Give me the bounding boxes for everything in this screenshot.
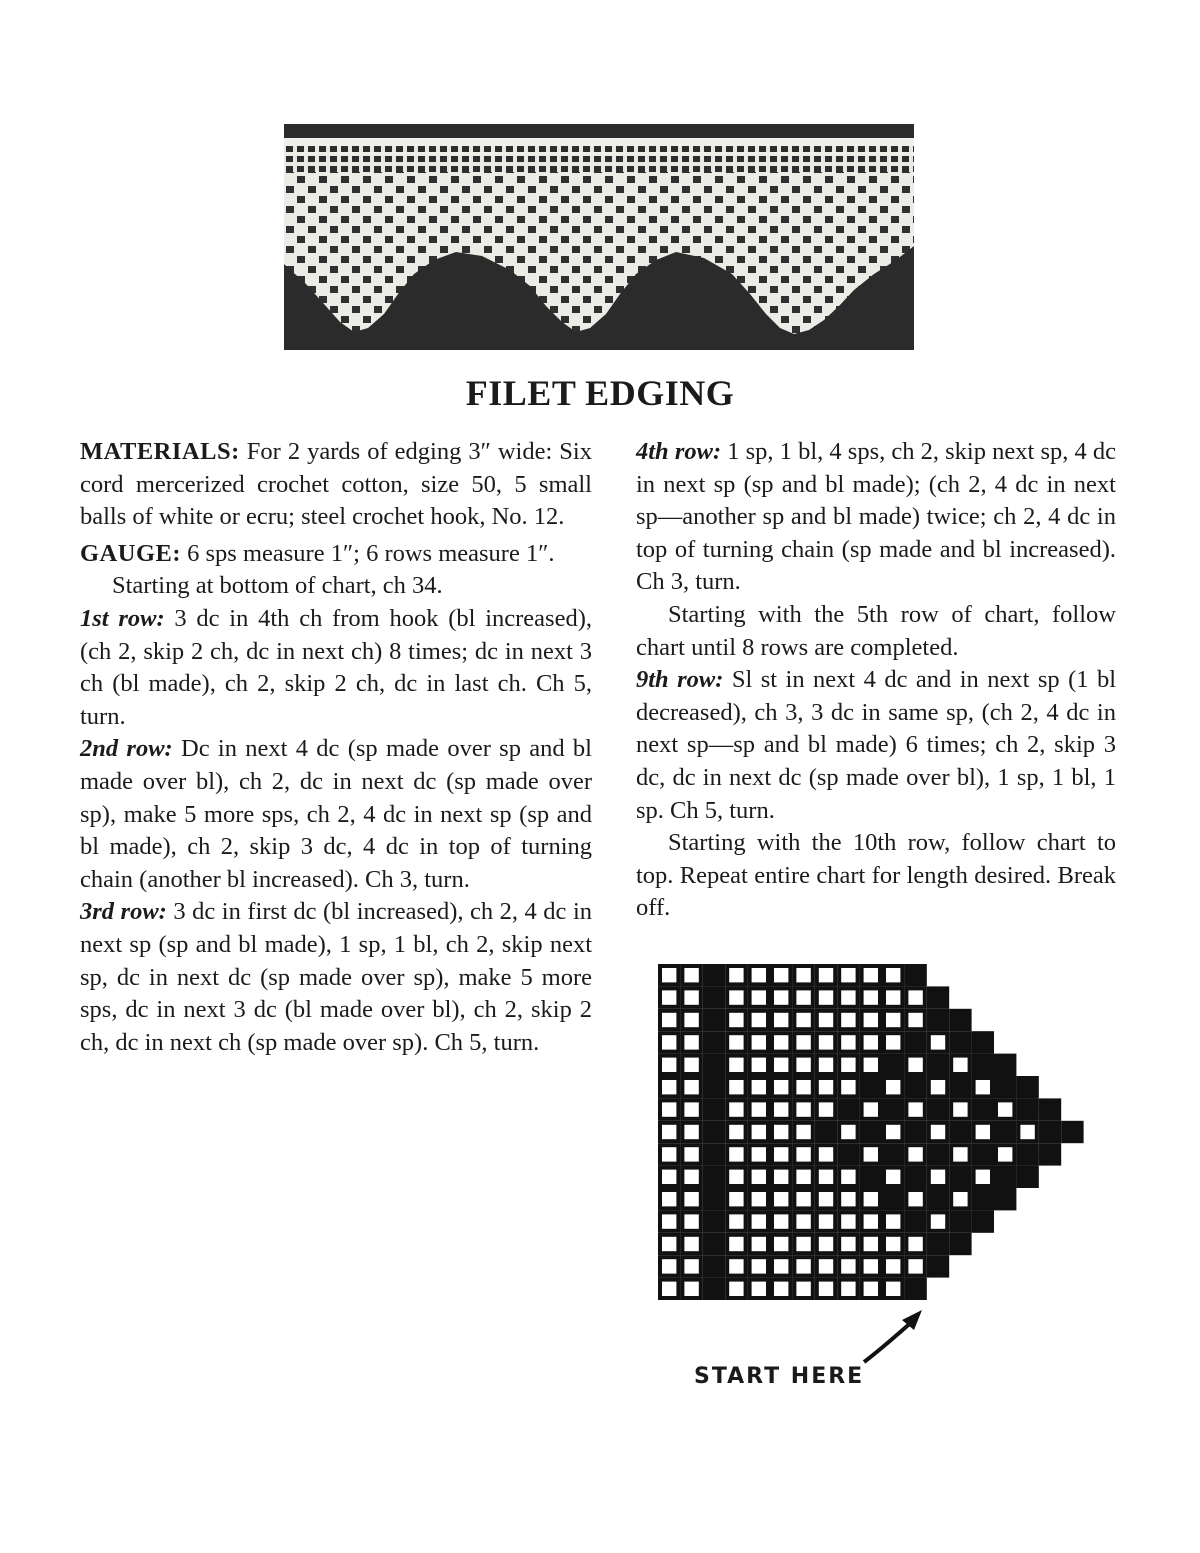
chart-block-cell — [704, 988, 723, 1007]
chart-space-cell — [752, 1170, 766, 1184]
chart-space-cell — [886, 1080, 900, 1094]
chart-space-cell — [976, 1125, 990, 1139]
page-title: FILET EDGING — [465, 373, 735, 413]
chart-block-cell — [906, 966, 925, 985]
chart-block-cell — [928, 1145, 947, 1164]
chart-block-cell — [906, 1078, 925, 1097]
chart-space-cell — [886, 1125, 900, 1139]
chart-block-cell — [1018, 1100, 1037, 1119]
chart-space-cell — [796, 1259, 810, 1273]
chart-block-cell — [996, 1055, 1015, 1074]
chart-space-cell — [774, 1237, 788, 1251]
chart-block-cell — [1018, 1167, 1037, 1186]
chart-space-cell — [841, 1237, 855, 1251]
chart-space-cell — [662, 1102, 676, 1116]
chart-space-cell — [953, 1147, 967, 1161]
chart-block-cell — [928, 1257, 947, 1276]
chart-block-cell — [1040, 1100, 1059, 1119]
chart-space-cell — [662, 1170, 676, 1184]
chart-block-cell — [704, 1257, 723, 1276]
chart-space-cell — [886, 1237, 900, 1251]
chart-block-cell — [704, 1078, 723, 1097]
chart-space-cell — [931, 1080, 945, 1094]
chart-space-cell — [752, 1080, 766, 1094]
chart-block-cell — [996, 1122, 1015, 1141]
chart-block-cell — [884, 1100, 903, 1119]
chart-block-cell — [973, 1212, 992, 1231]
chart-space-cell — [774, 1259, 788, 1273]
chart-space-cell — [684, 1102, 698, 1116]
chart-space-cell — [774, 1058, 788, 1072]
chart-space-cell — [662, 1192, 676, 1206]
chart-block-cell — [884, 1055, 903, 1074]
chart-space-cell — [953, 1058, 967, 1072]
chart-space-cell — [908, 1237, 922, 1251]
chart-space-cell — [796, 1147, 810, 1161]
row-1-text: 3 dc in 4th ch from hook (bl increased), (ch 2, skip 2 ch, dc in next ch) 8 times; dc in next 3 ch (bl made), ch 2, skip 2 ch, dc in last ch. Ch 5, turn. — [80, 604, 592, 730]
chart-space-cell — [774, 990, 788, 1004]
chart-block-cell — [861, 1122, 880, 1141]
row-3-label: 3rd row: — [80, 898, 167, 926]
row-9-text: Sl st in next 4 dc and in next sp (1 bl decreased), ch 3, 3 dc in same sp, (ch 2, 4 dc in next sp—sp and bl made) 6 times; ch 2, skip 3 dc, dc in next dc (sp made over bl), 1 sp, 1 bl, 1 sp. Ch 5, turn. — [636, 666, 1117, 824]
start-arrow-icon — [858, 1300, 938, 1366]
chart-space-cell — [796, 1214, 810, 1228]
chart-block-cell — [1040, 1145, 1059, 1164]
chart-block-cell — [704, 1234, 723, 1253]
chart-space-cell — [886, 1035, 900, 1049]
chart-space-cell — [684, 1214, 698, 1228]
chart-space-cell — [819, 1080, 833, 1094]
chart-space-cell — [774, 1147, 788, 1161]
chart-block-cell — [951, 1078, 970, 1097]
chart-space-cell — [819, 1102, 833, 1116]
chart-space-cell — [819, 1237, 833, 1251]
chart-space-cell — [684, 968, 698, 982]
chart-block-cell — [973, 1055, 992, 1074]
chart-space-cell — [953, 1102, 967, 1116]
row-1-label: 1st row: — [80, 604, 165, 632]
row-2-label: 2nd row: — [80, 735, 173, 763]
row-9-label: 9th row: — [636, 666, 724, 694]
chart-space-cell — [886, 990, 900, 1004]
chart-space-cell — [976, 1080, 990, 1094]
chart-space-cell — [729, 1147, 743, 1161]
chart-space-cell — [864, 1013, 878, 1027]
chart-space-cell — [752, 1058, 766, 1072]
chart-space-cell — [752, 1214, 766, 1228]
chart-space-cell — [662, 1058, 676, 1072]
chart-space-cell — [931, 1035, 945, 1049]
chart-block-cell — [973, 1190, 992, 1209]
chart-space-cell — [819, 1013, 833, 1027]
chart-space-cell — [864, 1058, 878, 1072]
chart-space-cell — [819, 1214, 833, 1228]
chart-space-cell — [752, 1035, 766, 1049]
chart-space-cell — [684, 1259, 698, 1273]
chart-space-cell — [864, 1192, 878, 1206]
chart-space-cell — [886, 1214, 900, 1228]
chart-block-cell — [928, 988, 947, 1007]
chart-space-cell — [684, 1080, 698, 1094]
chart-space-cell — [662, 1147, 676, 1161]
chart-block-cell — [973, 1100, 992, 1119]
chart-space-cell — [908, 1192, 922, 1206]
chart-space-cell — [752, 1147, 766, 1161]
chart-space-cell — [684, 1125, 698, 1139]
chart-space-cell — [684, 1237, 698, 1251]
gauge-text: 6 sps measure 1″; 6 rows measure 1″. — [187, 539, 555, 567]
chart-space-cell — [796, 1282, 810, 1296]
chart-block-cell — [906, 1212, 925, 1231]
chart-space-cell — [841, 1080, 855, 1094]
chart-space-cell — [886, 1282, 900, 1296]
chart-space-cell — [796, 1035, 810, 1049]
chart-block-cell — [704, 1010, 723, 1029]
chart-block-cell — [906, 1033, 925, 1052]
chart-block-cell — [951, 1212, 970, 1231]
row-3-paragraph — [80, 896, 592, 1059]
chart-space-cell — [774, 968, 788, 982]
chart-space-cell — [796, 1237, 810, 1251]
chart-space-cell — [752, 1102, 766, 1116]
chart-space-cell — [752, 1282, 766, 1296]
chart-block-cell — [704, 1055, 723, 1074]
chart-space-cell — [886, 1013, 900, 1027]
chart-space-cell — [931, 1214, 945, 1228]
chart-space-cell — [774, 1080, 788, 1094]
chart-block-cell — [704, 966, 723, 985]
row-2-paragraph — [80, 733, 592, 896]
instructions-right-column — [636, 436, 1116, 925]
materials-paragraph — [80, 436, 592, 534]
chart-space-cell — [729, 1214, 743, 1228]
row-9-paragraph — [636, 664, 1116, 827]
row-5-paragraph: Starting with the 5th row of chart, follow chart until 8 rows are completed. — [636, 600, 1116, 661]
chart-space-cell — [841, 1259, 855, 1273]
chart-space-cell — [841, 1035, 855, 1049]
chart-block-cell — [704, 1212, 723, 1231]
chart-block-cell — [906, 1279, 925, 1298]
instructions-left-column — [80, 436, 592, 1059]
row-4-label: 4th row: — [636, 438, 722, 465]
chart-space-cell — [908, 1058, 922, 1072]
chart-space-cell — [729, 1282, 743, 1296]
chart-space-cell — [796, 1080, 810, 1094]
chart-space-cell — [684, 990, 698, 1004]
chart-space-cell — [864, 968, 878, 982]
chart-space-cell — [684, 1058, 698, 1072]
materials-text: For 2 yards of edging 3″ wide: Six cord mercerized crochet cotton, size 50, 5 small balls of white or ecru; steel crochet hook, No. 12. — [80, 438, 592, 531]
chart-space-cell — [931, 1125, 945, 1139]
chart-space-cell — [864, 1035, 878, 1049]
chart-space-cell — [908, 1013, 922, 1027]
chart-space-cell — [796, 1170, 810, 1184]
chart-space-cell — [752, 968, 766, 982]
chart-block-cell — [996, 1190, 1015, 1209]
chart-block-cell — [704, 1145, 723, 1164]
chart-block-cell — [906, 1167, 925, 1186]
chart-space-cell — [774, 1282, 788, 1296]
chart-space-cell — [819, 1282, 833, 1296]
chart-block-cell — [704, 1122, 723, 1141]
chart-space-cell — [819, 1147, 833, 1161]
chart-space-cell — [662, 1214, 676, 1228]
chart-block-cell — [1018, 1145, 1037, 1164]
chart-space-cell — [864, 1282, 878, 1296]
chart-space-cell — [841, 1125, 855, 1139]
chart-space-cell — [841, 1282, 855, 1296]
chart-block-cell — [973, 1033, 992, 1052]
chart-space-cell — [886, 968, 900, 982]
chart-block-cell — [996, 1078, 1015, 1097]
chart-space-cell — [908, 1259, 922, 1273]
chart-space-cell — [864, 990, 878, 1004]
chart-space-cell — [684, 1013, 698, 1027]
chart-space-cell — [729, 968, 743, 982]
chart-space-cell — [841, 1170, 855, 1184]
chart-space-cell — [662, 1080, 676, 1094]
chart-space-cell — [662, 990, 676, 1004]
chart-block-cell — [951, 1234, 970, 1253]
chart-block-cell — [1063, 1122, 1082, 1141]
chart-space-cell — [864, 1259, 878, 1273]
chart-space-cell — [953, 1192, 967, 1206]
chart-space-cell — [796, 1058, 810, 1072]
chart-space-cell — [774, 1102, 788, 1116]
chart-space-cell — [908, 1102, 922, 1116]
chart-block-cell — [951, 1122, 970, 1141]
chart-space-cell — [841, 968, 855, 982]
filet-chart — [656, 962, 1096, 1302]
chart-space-cell — [662, 1035, 676, 1049]
chart-block-cell — [928, 1190, 947, 1209]
chart-block-cell — [861, 1078, 880, 1097]
chart-block-cell — [951, 1033, 970, 1052]
chart-space-cell — [662, 1237, 676, 1251]
chart-space-cell — [684, 1192, 698, 1206]
chart-space-cell — [729, 1259, 743, 1273]
chart-space-cell — [774, 1170, 788, 1184]
chart-space-cell — [819, 1170, 833, 1184]
chart-space-cell — [841, 1058, 855, 1072]
chart-space-cell — [796, 1102, 810, 1116]
chart-space-cell — [684, 1282, 698, 1296]
chart-space-cell — [864, 1214, 878, 1228]
chart-space-cell — [729, 1170, 743, 1184]
chart-block-cell — [951, 1167, 970, 1186]
chart-space-cell — [796, 1013, 810, 1027]
chart-space-cell — [752, 1237, 766, 1251]
chart-space-cell — [931, 1170, 945, 1184]
chart-space-cell — [729, 1080, 743, 1094]
chart-space-cell — [752, 1013, 766, 1027]
chart-space-cell — [796, 990, 810, 1004]
row-4-paragraph — [636, 436, 1116, 599]
chart-space-cell — [684, 1147, 698, 1161]
chart-space-cell — [886, 1170, 900, 1184]
chart-block-cell — [704, 1167, 723, 1186]
chart-space-cell — [729, 1125, 743, 1139]
chart-block-cell — [1018, 1078, 1037, 1097]
row-4-text: 1 sp, 1 bl, 4 sps, ch 2, skip next sp, 4 dc in next sp (sp and bl made); (ch 2, 4 dc in next sp—another sp and bl made) twice; ch 2, 4 dc in top of turning chain (sp made and bl increased). Ch 3, turn. — [636, 438, 1117, 596]
chart-space-cell — [796, 968, 810, 982]
chart-space-cell — [908, 990, 922, 1004]
chart-space-cell — [752, 1125, 766, 1139]
chart-space-cell — [819, 1192, 833, 1206]
chart-space-cell — [729, 1013, 743, 1027]
chart-block-cell — [704, 1279, 723, 1298]
lace-photo — [284, 124, 914, 350]
chart-space-cell — [841, 1214, 855, 1228]
row-3-text: 3 dc in first dc (bl increased), ch 2, 4 dc in next sp (sp and bl made), 1 sp, 1 bl, ch 2, skip next sp, dc in next dc (sp made over sp), make 5 more sps, dc in next 3 dc (bl made over bl), ch 2, skip 2 ch, dc in next ch (sp made over sp). Ch 5, turn. — [80, 898, 593, 1056]
chart-block-cell — [861, 1167, 880, 1186]
chart-space-cell — [774, 1013, 788, 1027]
row-2-text: Dc in next 4 dc (sp made over sp and bl made over bl), ch 2, dc in next dc (sp made over sp), make 5 more sps, ch 2, 4 dc in next sp (sp and bl made), ch 2, skip 3 dc, 4 dc in top of turning chain (another bl increased). Ch 3, turn. — [80, 735, 592, 893]
chart-space-cell — [662, 968, 676, 982]
materials-label: MATERIALS: — [80, 438, 240, 465]
chart-block-cell — [884, 1190, 903, 1209]
chart-space-cell — [841, 1192, 855, 1206]
chart-space-cell — [796, 1192, 810, 1206]
chart-space-cell — [819, 1259, 833, 1273]
chart-space-cell — [796, 1125, 810, 1139]
chart-block-cell — [704, 1033, 723, 1052]
chart-space-cell — [774, 1035, 788, 1049]
chart-space-cell — [684, 1170, 698, 1184]
chart-space-cell — [1020, 1125, 1034, 1139]
chart-block-cell — [928, 1100, 947, 1119]
chart-space-cell — [819, 990, 833, 1004]
chart-space-cell — [729, 1058, 743, 1072]
chart-block-cell — [928, 1234, 947, 1253]
start-here-label: START HERE — [694, 1364, 865, 1389]
chart-space-cell — [752, 1259, 766, 1273]
chart-block-cell — [973, 1145, 992, 1164]
chart-space-cell — [684, 1035, 698, 1049]
chart-block-cell — [928, 1055, 947, 1074]
chart-block-cell — [839, 1100, 858, 1119]
chart-space-cell — [729, 1192, 743, 1206]
chart-space-cell — [841, 1013, 855, 1027]
chart-space-cell — [908, 1147, 922, 1161]
chart-space-cell — [662, 1282, 676, 1296]
chart-block-cell — [928, 1010, 947, 1029]
chart-space-cell — [819, 968, 833, 982]
chart-space-cell — [774, 1192, 788, 1206]
chart-space-cell — [774, 1125, 788, 1139]
chart-space-cell — [729, 1035, 743, 1049]
chart-space-cell — [774, 1214, 788, 1228]
gauge-paragraph — [80, 538, 592, 571]
chart-space-cell — [864, 1102, 878, 1116]
chart-block-cell — [951, 1010, 970, 1029]
chart-space-cell — [841, 990, 855, 1004]
chart-space-cell — [998, 1147, 1012, 1161]
chart-space-cell — [752, 1192, 766, 1206]
chart-block-cell — [884, 1145, 903, 1164]
chart-space-cell — [864, 1237, 878, 1251]
chart-block-cell — [704, 1190, 723, 1209]
chart-block-cell — [704, 1100, 723, 1119]
chart-space-cell — [729, 990, 743, 1004]
chart-space-cell — [886, 1259, 900, 1273]
start-paragraph: Starting at bottom of chart, ch 34. — [112, 572, 443, 600]
chart-space-cell — [998, 1102, 1012, 1116]
end-paragraph: Starting with the 10th row, follow chart to top. Repeat entire chart for length desired. Break off. — [636, 829, 1116, 922]
chart-space-cell — [662, 1259, 676, 1273]
chart-space-cell — [819, 1035, 833, 1049]
chart-space-cell — [662, 1125, 676, 1139]
chart-block-cell — [816, 1122, 835, 1141]
chart-space-cell — [976, 1170, 990, 1184]
chart-block-cell — [996, 1167, 1015, 1186]
chart-space-cell — [729, 1237, 743, 1251]
chart-space-cell — [729, 1102, 743, 1116]
chart-space-cell — [752, 990, 766, 1004]
chart-space-cell — [662, 1013, 676, 1027]
chart-block-cell — [1040, 1122, 1059, 1141]
row-1-paragraph — [80, 603, 592, 733]
chart-block-cell — [906, 1122, 925, 1141]
chart-block-cell — [839, 1145, 858, 1164]
gauge-label: GAUGE: — [80, 539, 181, 567]
chart-space-cell — [864, 1147, 878, 1161]
chart-space-cell — [819, 1058, 833, 1072]
